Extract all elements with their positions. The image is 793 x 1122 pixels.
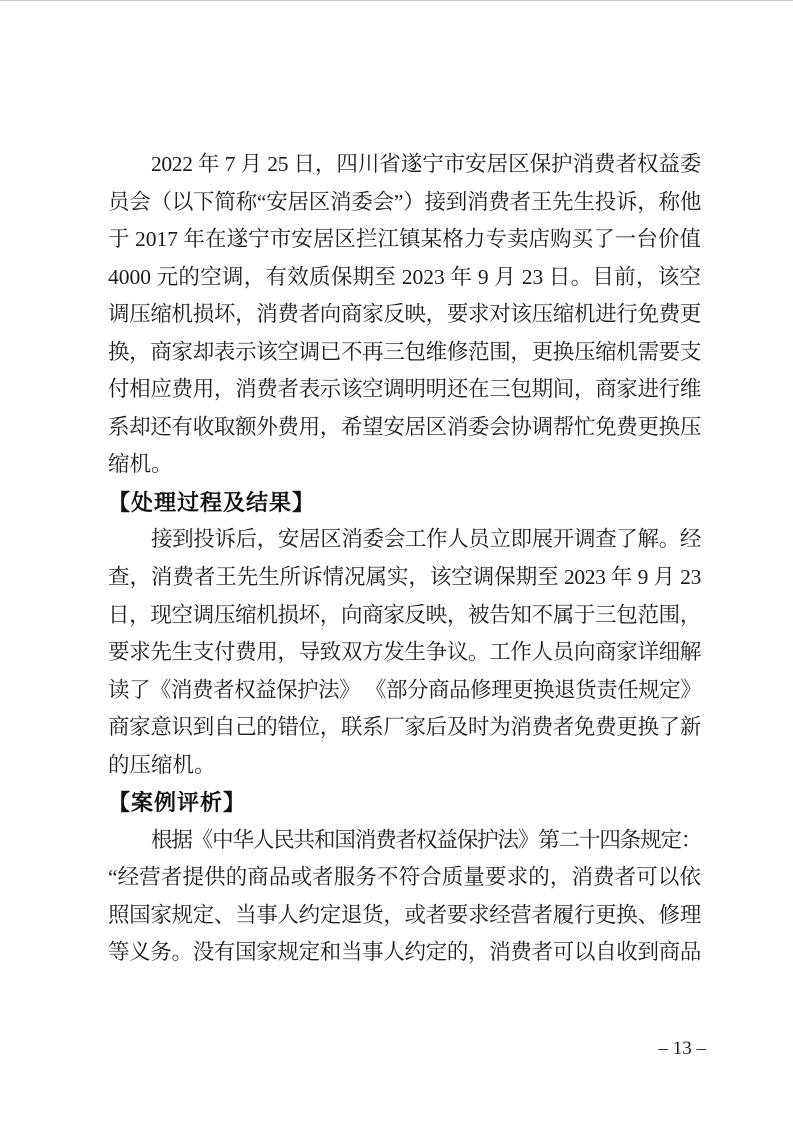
complaint-intro-paragraph (108, 146, 701, 484)
body-text-line: 要求先生支付费用，导致双方发生争议。工作人员向商家详细解 (108, 640, 701, 665)
process-result-paragraph (108, 521, 701, 784)
body-text-line: 日，现空调压缩机损坏，向商家反映，被告知不属于三包范围， (108, 602, 701, 627)
body-text-line: 缩机。 (108, 452, 173, 477)
document-body (108, 146, 701, 972)
body-text-line: 付相应费用，消费者表示该空调明明还在三包期间，商家进行维 (108, 377, 701, 402)
body-text-line: 2022 年 7 月 25 日，四川省遂宁市安居区保护消费者权益委 (151, 152, 701, 176)
section-heading-process-result (108, 484, 701, 522)
body-text-line: 查，消费者王先生所诉情况属实，该空调保期至 2023 年 9 月 23 (108, 565, 701, 590)
body-text-line: 接到投诉后，安居区消委会工作人员立即展开调查了解。经 (151, 527, 701, 552)
page-number: – 13 – (658, 1038, 706, 1059)
body-text-line: 读了《消费者权益保护法》 《部分商品修理更换退货责任规定》 (108, 677, 701, 702)
body-text-line: 于 2017 年在遂宁市安居区拦江镇某格力专卖店购买了一台价值 (108, 227, 701, 252)
case-analysis-paragraph (108, 822, 701, 972)
body-text-line: 员会（以下简称“安居区消委会”）接到消费者王先生投诉，称他 (108, 189, 701, 214)
body-text-line: 调压缩机损坏，消费者向商家反映，要求对该压缩机进行免费更 (108, 302, 701, 327)
body-text-line: 4000 元的空调，有效质保期至 2023 年 9 月 23 日。目前，该空 (108, 264, 701, 289)
section-heading-case-analysis (108, 784, 701, 822)
body-text-line: 换，商家却表示该空调已不再三包维修范围，更换压缩机需要支 (108, 339, 701, 364)
body-text-line: 系却还有收取额外费用，希望安居区消委会协调帮忙免费更换压 (108, 414, 701, 439)
section-heading-text: 【案例评析】 (108, 790, 247, 816)
body-text-line: 照国家规定、当事人约定退货，或者要求经营者履行更换、修理 (108, 902, 701, 927)
body-text-line: 的压缩机。 (108, 752, 216, 777)
body-text-line: 商家意识到自己的错位，联系厂家后及时为消费者免费更换了新 (108, 715, 701, 740)
body-text-line: “经营者提供的商品或者服务不符合质量要求的，消费者可以依 (108, 865, 701, 890)
body-text-line: 等义务。没有国家规定和当事人约定的，消费者可以自收到商品 (108, 940, 701, 965)
body-text-line: 根据《中华人民共和国消费者权益保护法》第二十四条规定： (151, 827, 701, 852)
scan-edge-line (0, 0, 793, 1)
section-heading-text: 【处理过程及结果】 (108, 489, 316, 515)
